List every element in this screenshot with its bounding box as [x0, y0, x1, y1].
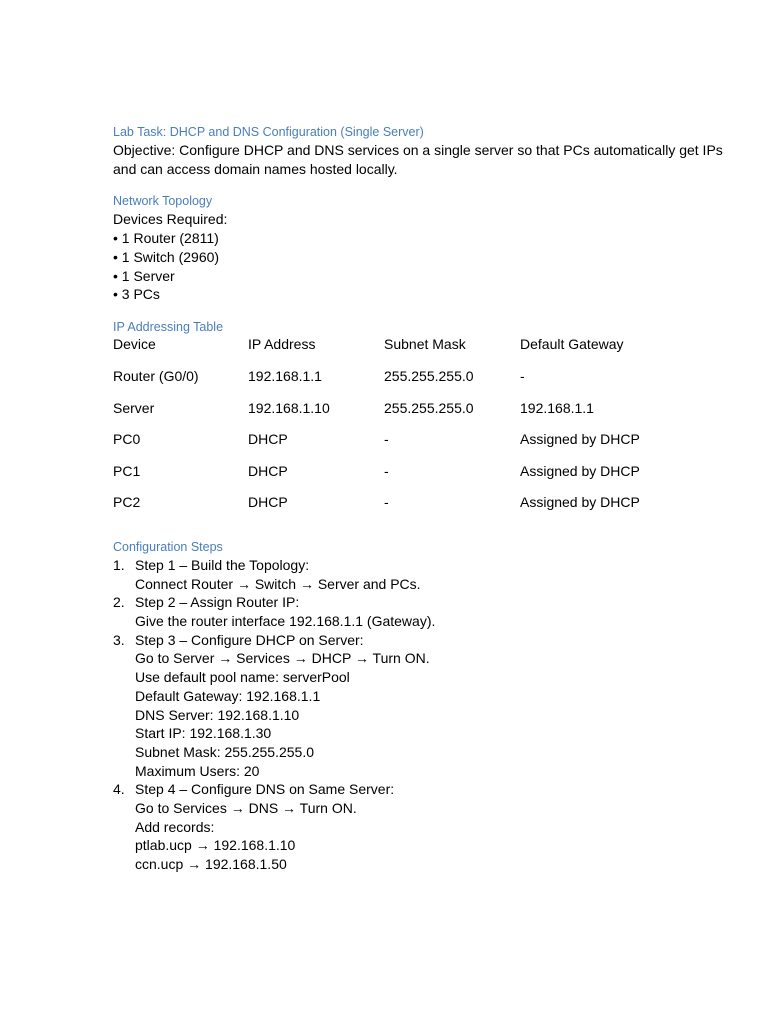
step-line: Maximum Users: 20	[135, 762, 260, 779]
step-line: Connect Router → Switch → Server and PCs.	[135, 575, 421, 592]
objective-text: Objective: Configure DHCP and DNS services on a single server so that PCs automatically get IPs and can access domain names hosted locally.	[113, 142, 723, 177]
list-item	[113, 780, 733, 874]
table-cell: 192.168.1.1	[520, 399, 594, 416]
step-number: 2.	[113, 594, 125, 611]
table-cell: PC2	[113, 494, 141, 511]
table-cell: 255.255.255.0	[384, 367, 474, 384]
table-header-row	[113, 336, 640, 368]
step-line: Step 3 – Configure DHCP on Server:	[135, 631, 364, 648]
table-row	[113, 431, 640, 463]
table-cell: -	[384, 462, 389, 479]
header-cell: IP Address	[248, 335, 316, 352]
step-line: ccn.ucp → 192.168.1.50	[135, 856, 287, 873]
topology-heading: Network Topology	[113, 194, 213, 209]
step-line: ptlab.ucp → 192.168.1.10	[135, 837, 296, 854]
table-cell: -	[520, 367, 525, 384]
step-number: 3.	[113, 631, 125, 648]
ip-addressing-table	[113, 336, 640, 526]
device-item: • 1 Server	[113, 267, 175, 284]
step-line: Step 1 – Build the Topology:	[135, 556, 310, 573]
device-item: • 1 Router (2811)	[113, 230, 219, 247]
table-cell: Router (G0/0)	[113, 367, 199, 384]
table-cell: 192.168.1.1	[248, 367, 322, 384]
table-cell: DHCP	[248, 462, 288, 479]
table-cell: Server	[113, 399, 155, 416]
list-item	[113, 556, 733, 593]
step-line: Use default pool name: serverPool	[135, 669, 350, 686]
header-cell: Default Gateway	[520, 335, 624, 352]
ip-table-heading: IP Addressing Table	[113, 319, 224, 334]
step-line: Start IP: 192.168.1.30	[135, 725, 272, 742]
step-number: 4.	[113, 781, 125, 798]
header-cell: Subnet Mask	[384, 335, 466, 352]
list-item	[113, 631, 733, 781]
step-line: Go to Server → Services → DHCP → Turn ON.	[135, 650, 430, 667]
table-cell: -	[384, 431, 389, 448]
device-item: • 3 PCs	[113, 286, 160, 303]
table-row	[113, 368, 640, 400]
table-cell: DHCP	[248, 431, 288, 448]
step-line: Go to Services → DNS → Turn ON.	[135, 800, 357, 817]
step-line: DNS Server: 192.168.1.10	[135, 706, 300, 723]
document-title: Lab Task: DHCP and DNS Configuration (Single Server)	[113, 125, 424, 139]
table-cell: 192.168.1.10	[248, 399, 330, 416]
table-cell: Assigned by DHCP	[520, 494, 640, 511]
config-steps-list	[113, 556, 733, 874]
step-line: Step 4 – Configure DNS on Same Server:	[135, 781, 395, 798]
table-cell: PC0	[113, 431, 141, 448]
table-row	[113, 494, 640, 526]
table-cell: Assigned by DHCP	[520, 431, 640, 448]
devices-required-label: Devices Required:	[113, 211, 228, 228]
step-line: Step 2 – Assign Router IP:	[135, 594, 300, 611]
topology-section	[113, 210, 733, 304]
table-cell: Assigned by DHCP	[520, 462, 640, 479]
step-line: Subnet Mask: 255.255.255.0	[135, 743, 315, 760]
config-steps-heading: Configuration Steps	[113, 539, 223, 554]
step-line: Default Gateway: 192.168.1.1	[135, 687, 321, 704]
header-cell: Device	[113, 335, 156, 352]
step-line: Give the router interface 192.168.1.1 (Gateway).	[135, 613, 436, 629]
table-row	[113, 463, 640, 495]
table-cell: 255.255.255.0	[384, 399, 474, 416]
table-row	[113, 400, 640, 432]
step-line: Add records:	[135, 818, 215, 835]
device-item: • 1 Switch (2960)	[113, 248, 220, 265]
table-cell: PC1	[113, 462, 141, 479]
step-number: 1.	[113, 556, 125, 573]
table-cell: DHCP	[248, 494, 288, 511]
list-item	[113, 593, 733, 630]
table-cell: -	[384, 494, 389, 511]
document-page	[113, 123, 733, 874]
